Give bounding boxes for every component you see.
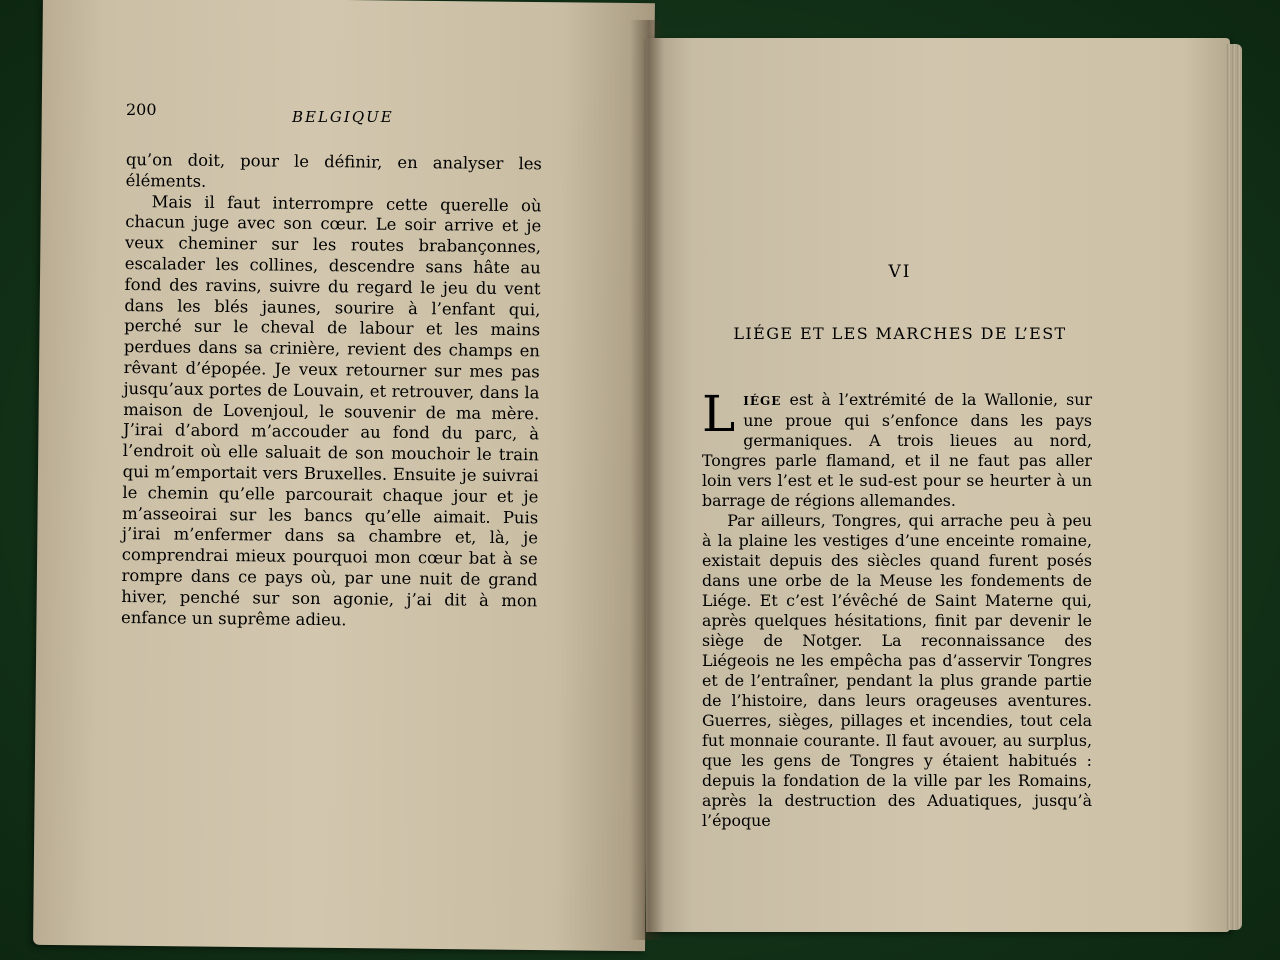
right-paragraph-1 — [702, 385, 1092, 511]
drop-cap-letter: L — [702, 385, 736, 443]
right-paragraph-2: Par ailleurs, Tongres, qui arrache peu à peu à la plaine les vestiges d’une enceinte romaine, existait depuis des siècles quand furent posés dans une orbe de la Meuse les fondements de Liége. Et c’est l’évêché de Saint Materne qui, après quelques hésitations, finit par devenir le siège de Notger. La reconnaissance des Liégeois ne les empêcha pas d’asservir Tongres et de l’entraîner, pendant la plus grande partie de l’histoire, dans leurs orageuses aventures. Guerres, sièges, pillages et incendies, tout cela fut monnaie courante. Il faut avouer, au surplus, que les gens de Tongres y étaient habitués : depuis la fondation de la ville par les Romains, après la destruction des Aduatiques, jusqu’à l’époque — [702, 511, 1092, 830]
book-gutter — [630, 20, 664, 940]
left-paragraph-2: Mais il faut interrompre cette querelle où chacun juge avec son cœur. Le soir arrive et je veux cheminer sur les routes brabançonnes, escalader les collines, descendre sans hâte au fond des ravins, suivre du regard le jeu du vent dans les blés jaunes, sourire à l’enfant qui, perché sur le cheval de labour et les mains perdues dans sa crinière, revient des champs en rêvant d’épopée. Je veux retourner sur mes pas jusqu’aux portes de Louvain, et retrouver, dans la maison de Lovenjoul, le souvenir de ma mère. J’irai d’abord m’accouder au fond du parc, à l’endroit où elle saluait de son mouchoir le train qui m’emportait vers Bruxelles. Ensuite je suivrai le chemin qu’elle parcourait chaque jour et je m’asseoirai sur les bancs qu’elle aimait. Puis j’irai m’enfermer dans sa chambre et, là, je comprendrai mieux pourquoi mon cœur bat à se rompre dans ce pays où, par une nuit de grand hiver, penché sur son agonie, j’ai dit à mon enfance un suprême adieu. — [121, 191, 542, 629]
chapter-number: VI — [888, 262, 912, 282]
drop-cap-smallcaps: IÉGE — [743, 394, 782, 408]
page-number: 200 — [126, 100, 157, 119]
left-paragraph-1: qu’on doit, pour le définir, en analyser les éléments. — [125, 150, 542, 191]
page-edges — [1226, 44, 1242, 930]
running-title: BELGIQUE — [292, 108, 394, 126]
right-paragraph-1-text: est à l’extrémité de la Wallonie, sur une proue qui s’enfonce dans les pays germaniques. A trois lieues au nord, Tongres parle flamand, et il ne faut pas aller loin vers l’est et le sud-est pour se heurter à un barrage de régions allemandes. — [702, 390, 1092, 510]
left-page-text — [121, 150, 542, 633]
chapter-title: LIÉGE ET LES MARCHES DE L’EST — [733, 324, 1067, 343]
right-page-text — [702, 385, 1092, 831]
